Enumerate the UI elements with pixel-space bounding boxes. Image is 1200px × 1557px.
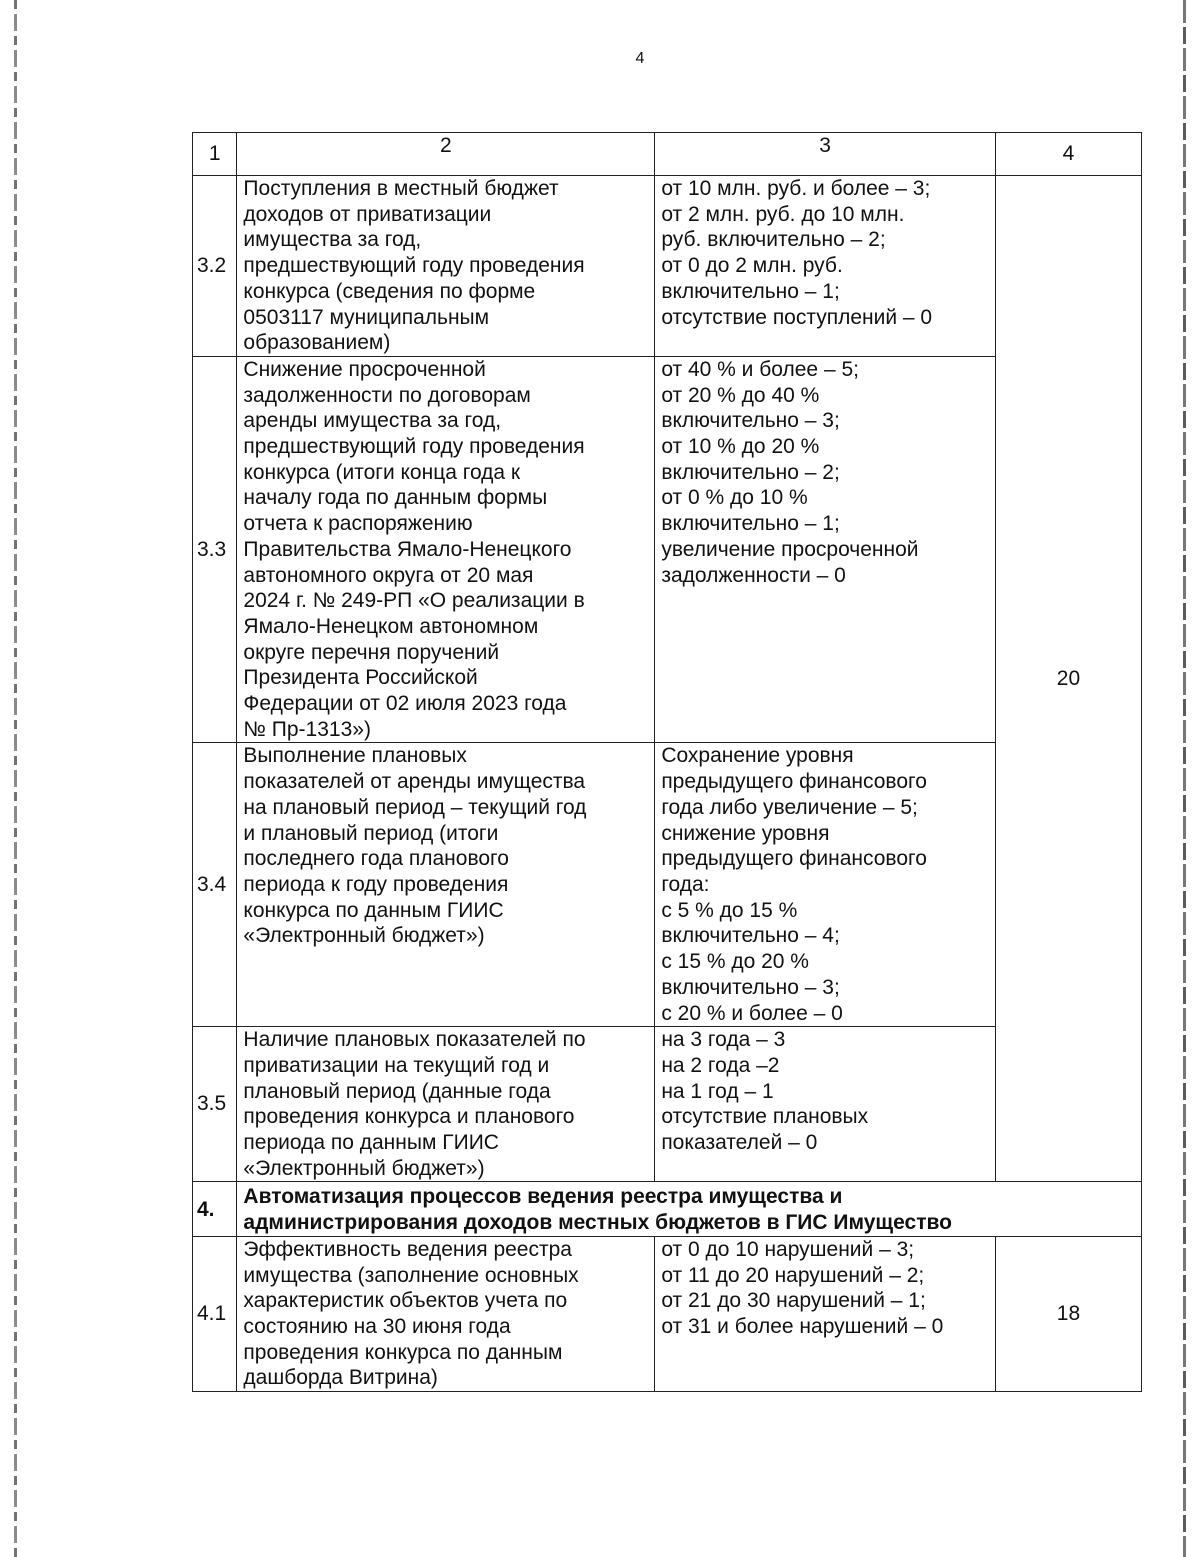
criterion-cell <box>237 1236 655 1391</box>
text-line: показателей – 0 <box>661 1131 818 1155</box>
text-line: предыдущего финансового <box>661 847 927 871</box>
text-line: показателей от аренды имущества <box>243 770 586 794</box>
criterion-cell <box>237 356 655 743</box>
text-line: последнего года планового <box>243 847 509 871</box>
text-line: от 31 и более нарушений – 0 <box>661 1314 944 1338</box>
text-line: Поступления в местный бюджет <box>243 177 559 200</box>
text-line: отсутствие плановых <box>661 1105 869 1129</box>
text-line: конкурса (итоги конца года к <box>243 460 521 484</box>
scale-cell <box>655 356 996 743</box>
page-number: 4 <box>635 50 645 67</box>
text-line: Снижение просроченной <box>243 357 486 381</box>
row-number: 3.4 <box>193 743 237 1027</box>
text-line: включительно – 1; <box>661 512 840 536</box>
text-line: предыдущего финансового <box>661 770 927 794</box>
text-line: на 2 года –2 <box>661 1053 780 1077</box>
text-line: от 0 % до 10 % <box>661 486 808 510</box>
text-line: года: <box>661 872 710 896</box>
text-line: периода к году проведения <box>243 872 509 896</box>
header-cell-4: 4 <box>995 133 1141 176</box>
text-line: от 11 до 20 нарушений – 2; <box>661 1263 925 1287</box>
criterion-cell <box>237 1027 655 1182</box>
text-line: задолженности по договорам <box>243 383 531 407</box>
score-cell: 18 <box>995 1236 1141 1391</box>
text-line: состоянию на 30 июня года <box>243 1314 511 1338</box>
table-header-row <box>193 133 1142 176</box>
text-line: увеличение просроченной <box>661 537 919 561</box>
text-line: отчета к распоряжению <box>243 512 473 536</box>
table-row <box>193 176 1142 357</box>
text-line: с 15 % до 20 % <box>661 950 809 974</box>
text-line: и плановый период (итоги <box>243 821 499 845</box>
text-line: Выполнение плановых <box>243 744 467 768</box>
text-line: Сохранение уровня <box>661 744 854 768</box>
text-line: Эффективность ведения реестра <box>243 1237 572 1261</box>
text-line: от 0 до 10 нарушений – 3; <box>661 1237 915 1261</box>
text-line: дашборда Витрина) <box>243 1366 438 1390</box>
text-line: имущества (заполнение основных <box>243 1263 579 1287</box>
text-line: с 20 % и более – 0 <box>661 1001 843 1025</box>
text-line: Наличие плановых показателей по <box>243 1028 586 1052</box>
header-cell-1: 1 <box>193 133 237 176</box>
group-score-cell: 20 <box>995 176 1141 1182</box>
text-line: включительно – 1; <box>661 279 840 303</box>
text-line: Ямало-Ненецком автономном <box>243 614 539 638</box>
criterion-cell <box>237 743 655 1027</box>
text-line: на 3 года – 3 <box>661 1028 786 1052</box>
text-line: задолженности – 0 <box>661 563 846 587</box>
scan-edge-right <box>1183 0 1186 1557</box>
text-line: от 0 до 2 млн. руб. <box>661 254 843 278</box>
text-line: руб. включительно – 2; <box>661 228 886 252</box>
text-line: началу года по данным формы <box>243 486 548 510</box>
text-line: аренды имущества за год, <box>243 409 502 433</box>
text-line: 0503117 муниципальным <box>243 305 490 329</box>
scale-cell <box>655 176 996 357</box>
scan-edge-left <box>14 0 17 1557</box>
text-line: администрирования доходов местных бюджетов в ГИС Имущество <box>243 1211 952 1235</box>
scale-cell <box>655 1027 996 1182</box>
text-line: от 21 до 30 нарушений – 1; <box>661 1289 926 1313</box>
text-line: периода по данным ГИИС <box>243 1131 499 1155</box>
text-line: предшествующий году проведения <box>243 435 585 459</box>
text-line: конкурса по данным ГИИС <box>243 898 504 922</box>
section-row <box>193 1182 1142 1236</box>
text-line: характеристик объектов учета по <box>243 1289 568 1313</box>
row-number: 3.5 <box>193 1027 237 1182</box>
text-line: года либо увеличение – 5; <box>661 795 918 819</box>
text-line: Правительства Ямало-Ненецкого <box>243 537 572 561</box>
text-line: от 10 % до 20 % <box>661 435 820 459</box>
text-line: проведения конкурса и планового <box>243 1105 575 1129</box>
text-line: на 1 год – 1 <box>661 1079 774 1103</box>
text-line: Автоматизация процессов ведения реестра имущества и <box>243 1185 843 1209</box>
row-number: 4.1 <box>193 1236 237 1391</box>
text-line: на плановый период – текущий год <box>243 795 587 819</box>
text-line: доходов от приватизации <box>243 202 492 226</box>
text-line: имущества за год, <box>243 228 422 252</box>
text-line: 2024 г. № 249-РП «О реализации в <box>243 589 585 613</box>
criterion-cell <box>237 176 655 357</box>
text-line: конкурса (сведения по форме <box>243 279 536 303</box>
text-line: автономного округа от 20 мая <box>243 563 534 587</box>
text-line: включительно – 4; <box>661 924 840 948</box>
text-line: включительно – 3; <box>661 409 840 433</box>
criteria-table <box>192 132 1142 1392</box>
text-line: от 10 млн. руб. и более – 3; <box>661 177 931 200</box>
text-line: включительно – 2; <box>661 460 840 484</box>
text-line: округе перечня поручений <box>243 640 500 664</box>
text-line: от 40 % и более – 5; <box>661 357 859 381</box>
text-line: «Электронный бюджет») <box>243 924 485 948</box>
text-line: предшествующий году проведения <box>243 254 585 278</box>
text-line: образованием) <box>243 331 391 355</box>
row-number: 3.2 <box>193 176 237 357</box>
text-line: включительно – 3; <box>661 975 840 999</box>
text-line: приватизации на текущий год и <box>243 1053 550 1077</box>
text-line: от 2 млн. руб. до 10 млн. <box>661 202 905 226</box>
row-number: 3.3 <box>193 356 237 743</box>
text-line: проведения конкурса по данным <box>243 1340 563 1364</box>
text-line: № Пр-1313») <box>243 717 371 741</box>
header-cell-3: 3 <box>655 133 996 176</box>
text-line: «Электронный бюджет») <box>243 1156 485 1180</box>
text-line: Президента Российской <box>243 666 478 690</box>
text-line: с 5 % до 15 % <box>661 898 798 922</box>
scale-cell <box>655 743 996 1027</box>
text-line: Федерации от 02 июля 2023 года <box>243 692 567 716</box>
text-line: плановый период (данные года <box>243 1079 551 1103</box>
table-row <box>193 1236 1142 1391</box>
text-line: отсутствие поступлений – 0 <box>661 305 933 329</box>
text-line: снижение уровня <box>661 821 830 845</box>
header-cell-2: 2 <box>237 133 655 176</box>
text-line: от 20 % до 40 % <box>661 383 820 407</box>
scale-cell <box>655 1236 996 1391</box>
section-number: 4. <box>193 1182 237 1236</box>
section-title <box>237 1182 1142 1236</box>
